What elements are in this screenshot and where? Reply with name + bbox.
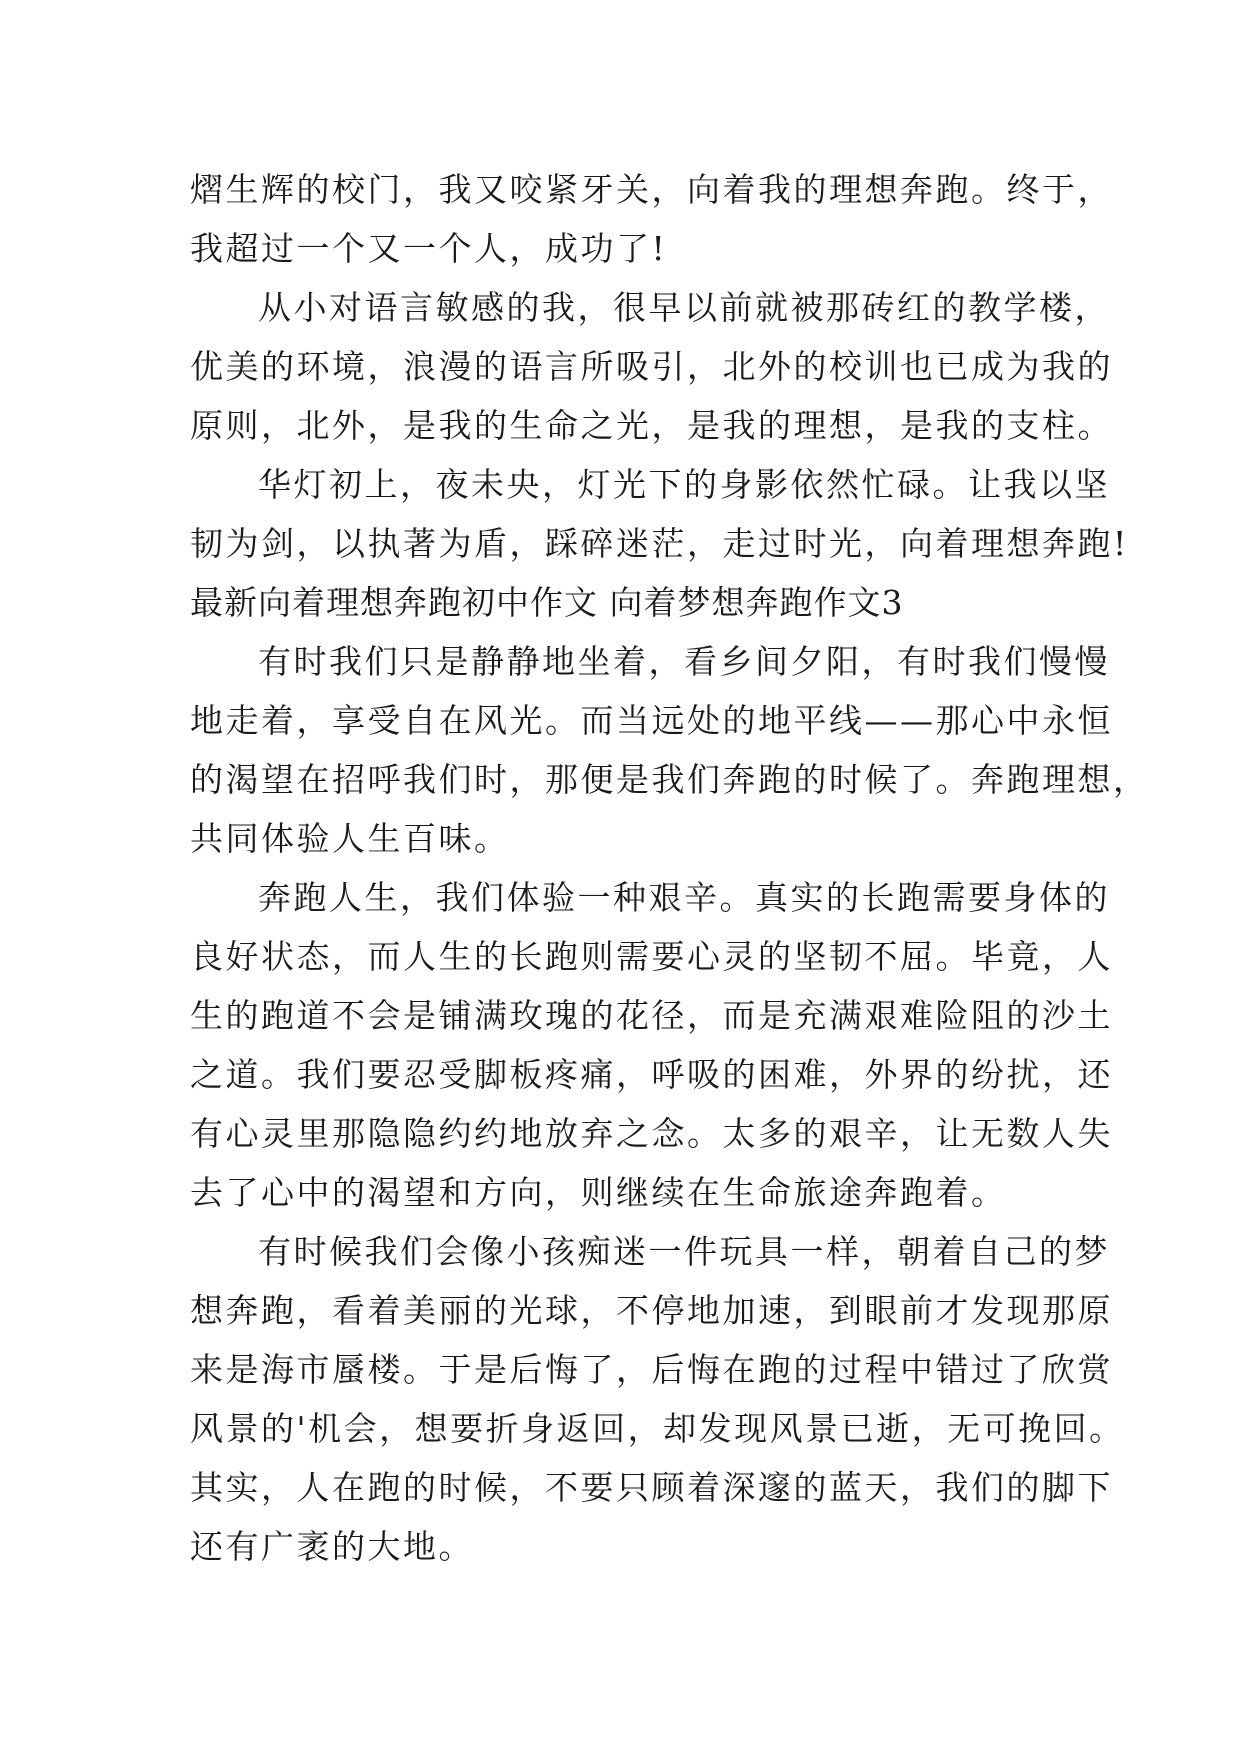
- section-heading: 最新向着理想奔跑初中作文 向着梦想奔跑作文3: [190, 583, 904, 622]
- text-line: 风景的'机会，想要折身返回，却发现风景已逝，无可挽回。: [190, 1409, 1125, 1448]
- text-line: 优美的环境，浪漫的语言所吸引，北外的校训也已成为我的: [190, 347, 1113, 386]
- text-line: 我超过一个又一个人，成功了!: [190, 229, 668, 268]
- text-line: 其实，人在跑的时候，不要只顾着深邃的蓝天，我们的脚下: [190, 1468, 1113, 1507]
- paragraph-start-line: 奔跑人生，我们体验一种艰辛。真实的长跑需要身体的: [258, 878, 1110, 917]
- text-line: 生的跑道不会是铺满玫瑰的花径，而是充满艰难险阻的沙土: [190, 996, 1113, 1035]
- text-line: 之道。我们要忍受脚板疼痛，呼吸的困难，外界的纷扰，还: [190, 1055, 1113, 1094]
- text-line: 良好状态，而人生的长跑则需要心灵的坚韧不屈。毕竟，人: [190, 937, 1113, 976]
- text-line: 去了心中的渴望和方向，则继续在生命旅途奔跑着。: [190, 1173, 1007, 1212]
- text-line: 原则，北外，是我的生命之光，是我的理想，是我的支柱。: [190, 406, 1113, 445]
- text-line: 有心灵里那隐隐约约地放弃之念。太多的艰辛，让无数人失: [190, 1114, 1113, 1153]
- text-line: 韧为剑，以执著为盾，踩碎迷茫，走过时光，向着理想奔跑!: [190, 524, 1129, 563]
- text-line: 来是海市蜃楼。于是后悔了，后悔在跑的过程中错过了欣赏: [190, 1350, 1113, 1389]
- paragraph-start-line: 华灯初上，夜未央，灯光下的身影依然忙碌。让我以坚: [258, 465, 1110, 504]
- text-line: 的渴望在招呼我们时，那便是我们奔跑的时候了。奔跑理想，: [190, 760, 1149, 799]
- text-line: 熠生辉的校门，我又咬紧牙关，向着我的理想奔跑。终于，: [190, 170, 1113, 209]
- text-line: 想奔跑，看着美丽的光球，不停地加速，到眼前才发现那原: [190, 1291, 1113, 1330]
- text-line: 共同体验人生百味。: [190, 819, 510, 858]
- paragraph-start-line: 有时候我们会像小孩痴迷一件玩具一样，朝着自己的梦: [258, 1232, 1110, 1271]
- paragraph-start-line: 有时我们只是静静地坐着，看乡间夕阳，有时我们慢慢: [258, 642, 1110, 681]
- essay-body: [190, 160, 1149, 1576]
- paragraph-start-line: 从小对语言敏感的我，很早以前就被那砖红的教学楼，: [258, 288, 1110, 327]
- text-line: 地走着，享受自在风光。而当远处的地平线——那心中永恒: [190, 701, 1113, 740]
- text-line: 还有广袤的大地。: [190, 1527, 474, 1566]
